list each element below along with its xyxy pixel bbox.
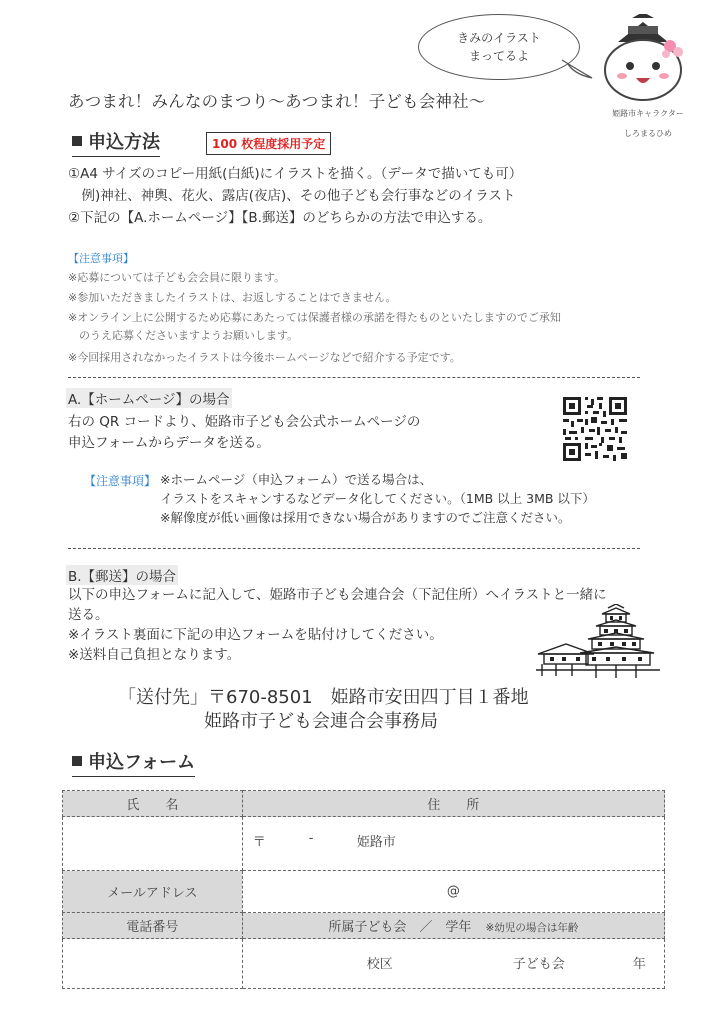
bubble-line-1: きみのイラスト	[457, 31, 541, 45]
grade-label: 年	[632, 957, 646, 972]
name-field[interactable]	[63, 817, 243, 871]
adoption-badge: 100 枚程度採用予定	[206, 132, 331, 155]
bubble-line-2: まってるよ	[468, 49, 529, 63]
square-bullet-icon	[72, 136, 82, 146]
section-b-line-3: ※イラスト裏面に下記の申込フォームを貼付けしてください。	[68, 627, 443, 643]
section-a-note-3: ※解像度が低い画像は採用できない場合がありますのでご注意ください。	[160, 510, 571, 525]
name-header: 氏 名	[63, 791, 243, 817]
section-b-line-4: ※送料自己負担となります。	[68, 647, 241, 663]
section-a-note-1: ※ホームページ（申込フォーム）で送る場合は、	[160, 472, 433, 487]
email-at-sign: @	[446, 884, 460, 899]
city-label: 姫路市	[356, 835, 396, 850]
page-title: あつまれ！みんなのまつり〜あつまれ！子ども会神社〜	[68, 92, 486, 111]
school-district-label: 校区	[366, 957, 393, 972]
form-heading-title: 申込フォーム	[88, 752, 196, 773]
qr-code-icon[interactable]	[561, 395, 629, 463]
section-b-line-2: 送る。	[68, 607, 109, 623]
application-method-title: 申込方法	[88, 132, 160, 153]
address-field[interactable]	[242, 817, 664, 871]
postal-dash: -	[308, 831, 314, 846]
email-label: メールアドレス	[63, 871, 243, 913]
notes-label: 【注意事項】	[68, 252, 134, 265]
note-item-4: のうえ応募くださいますようお願いします。	[68, 329, 299, 342]
section-a-note-label: 【注意事項】	[84, 474, 157, 488]
himeji-castle-icon	[536, 604, 660, 680]
phone-field[interactable]	[63, 939, 243, 989]
method-line-3: ②下記の【A.ホームページ】【B.郵送】のどちらかの方法で申込する。	[68, 210, 492, 226]
speech-bubble	[418, 14, 580, 80]
email-field[interactable]	[242, 871, 664, 913]
application-method-heading	[72, 128, 160, 157]
group-field[interactable]	[242, 939, 664, 989]
kodomokai-label: 子ども会	[512, 957, 565, 972]
destination-office: 姫路市子ども会連合会事務局	[204, 711, 438, 732]
application-form-table	[62, 790, 665, 989]
section-a-heading: A.【ホームページ】の場合	[66, 388, 232, 408]
mascot-caption-2: しろまるひめ	[624, 129, 672, 138]
square-bullet-icon	[72, 756, 82, 766]
group-label: 所属子ども会 ／ 学年	[328, 920, 472, 935]
section-a-line-2: 申込フォームからデータを送る。	[68, 435, 270, 451]
section-a-note-2: イラストをスキャンするなどデータ化してください。（1MB 以上 3MB 以下）	[160, 491, 595, 506]
note-item-5: ※今回採用されなかったイラストは今後ホームページなどで紹介する予定です。	[68, 351, 461, 364]
divider	[68, 548, 640, 549]
group-note: ※幼児の場合は年齢	[485, 922, 579, 934]
note-item-1: ※応募については子ども会会員に限ります。	[68, 271, 286, 284]
section-a-line-1: 右の QR コードより、姫路市子ども会公式ホームページの	[68, 414, 421, 430]
postal-mark: 〒	[252, 835, 266, 850]
address-header: 住 所	[242, 791, 664, 817]
phone-label: 電話番号	[63, 913, 243, 939]
method-line-2: 例)神社、神輿、花火、露店(夜店)、その他子ども会行事などのイラスト	[68, 188, 516, 204]
destination-address: 「送付先」〒670-8501 姫路市安田四丁目１番地	[118, 687, 529, 708]
group-header	[242, 913, 664, 939]
section-b-heading: B.【郵送】の場合	[66, 565, 178, 585]
mascot-shiromaru-hime-icon	[588, 14, 698, 106]
note-item-3: ※オンライン上に公開するため応募にあたっては保護者様の承諾を得たものといたしますのでご承知	[68, 311, 561, 324]
note-item-2: ※参加いただきましたイラストは、お返しすることはできません。	[68, 291, 397, 304]
mascot-caption-1: 姫路市キャラクター	[612, 109, 684, 118]
method-line-1: ①A4 サイズのコピー用紙(白紙)にイラストを描く。（データで描いても可）	[68, 166, 523, 182]
form-heading	[72, 748, 195, 777]
section-b-line-1: 以下の申込フォームに記入して、姫路市子ども会連合会（下記住所）へイラストと一緒に	[68, 587, 607, 603]
divider	[68, 377, 640, 378]
